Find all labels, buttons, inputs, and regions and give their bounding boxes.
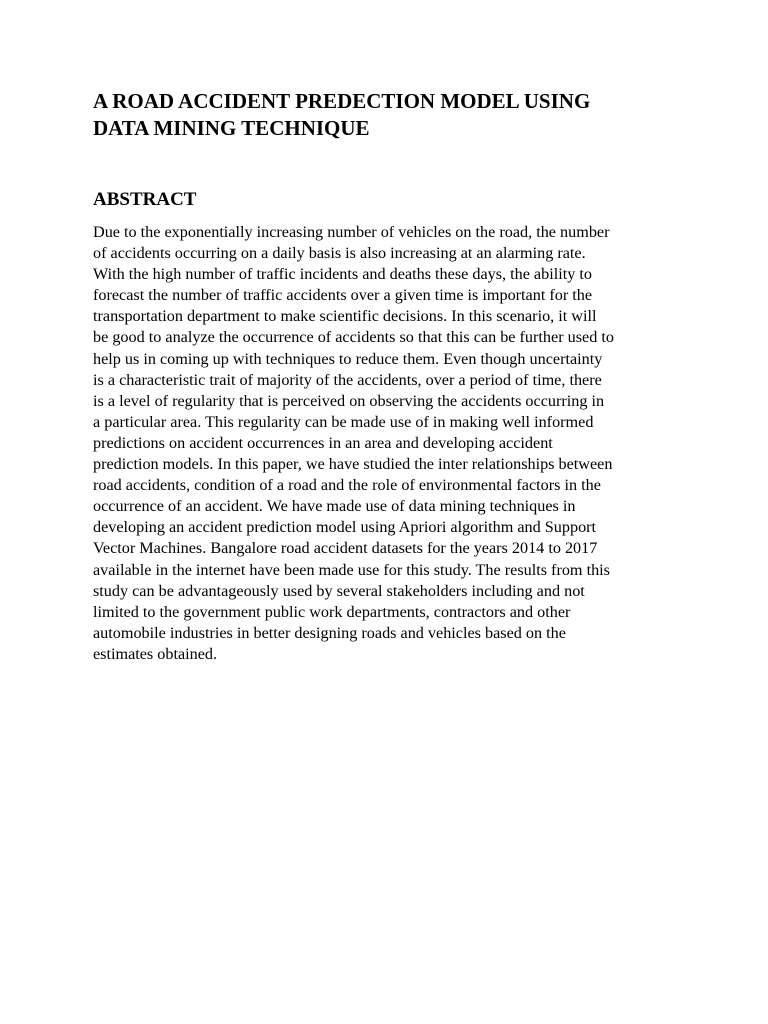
abstract-line: road accidents, condition of a road and the role of environmental factors in the — [93, 476, 601, 495]
abstract-line: developing an accident prediction model using Apriori algorithm and Support — [93, 518, 597, 537]
abstract-line: estimates obtained. — [93, 644, 218, 663]
abstract-line: predictions on accident occurrences in an area and developing accident — [93, 433, 553, 452]
abstract-line: of accidents occurring on a daily basis is also increasing at an alarming rate. — [93, 244, 586, 263]
abstract-line: Vector Machines. Bangalore road accident datasets for the years 2014 to 2017 — [93, 539, 598, 558]
abstract-line: automobile industries in better designing roads and vehicles based on the — [93, 623, 566, 642]
abstract-line: prediction models. In this paper, we have studied the inter relationships between — [93, 455, 613, 474]
abstract-line: study can be advantageously used by several stakeholders including and not — [93, 581, 585, 600]
abstract-line: available in the internet have been made use for this study. The results from this — [93, 560, 610, 579]
abstract-line: be good to analyze the occurrence of accidents so that this can be further used to — [93, 328, 614, 347]
abstract-line: Due to the exponentially increasing number of vehicles on the road, the number — [93, 223, 610, 241]
paper-title-line: DATA MINING TECHNIQUE — [93, 116, 370, 140]
paper-title — [93, 88, 693, 142]
paper-title-line: A ROAD ACCIDENT PREDECTION MODEL USING — [93, 89, 591, 113]
abstract-line: is a level of regularity that is perceived on observing the accidents occurring in — [93, 391, 605, 410]
abstract-line: limited to the government public work departments, contractors and other — [93, 602, 571, 621]
abstract-line: is a characteristic trait of majority of the accidents, over a period of time, there — [93, 370, 602, 389]
abstract-line: transportation department to make scientific decisions. In this scenario, it will — [93, 307, 597, 326]
abstract-heading: ABSTRACT — [93, 189, 197, 210]
abstract-line: With the high number of traffic incidents and deaths these days, the ability to — [93, 265, 592, 284]
abstract-line: help us in coming up with techniques to reduce them. Even though uncertainty — [93, 349, 603, 368]
abstract-line: occurrence of an accident. We have made use of data mining techniques in — [93, 497, 576, 516]
abstract-line: forecast the number of traffic accidents over a given time is important for the — [93, 286, 593, 305]
abstract-line: a particular area. This regularity can be made use of in making well informed — [93, 412, 594, 431]
abstract-body — [93, 222, 683, 665]
